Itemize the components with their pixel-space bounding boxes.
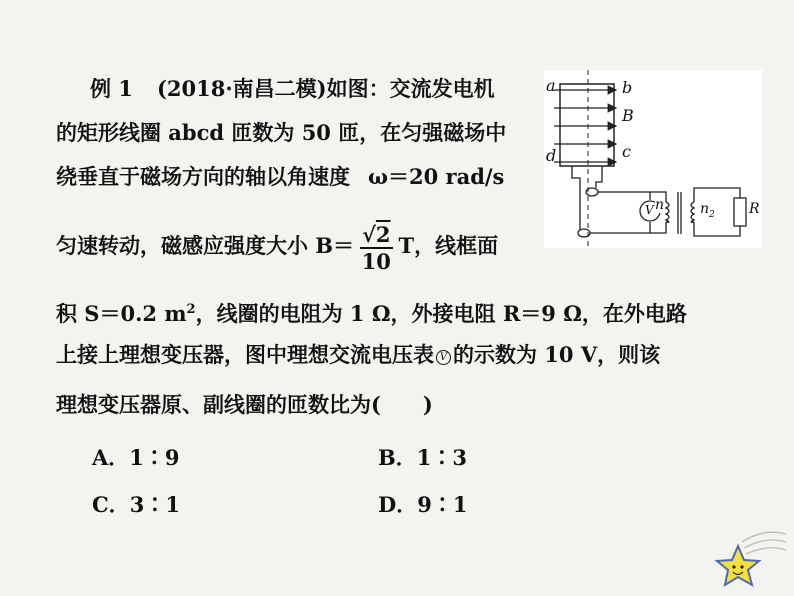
label-n1: n [655, 197, 665, 213]
problem-line-6: 上接上理想变压器，图中理想交流电压表 V 的示数为 10 V，则该 [56, 342, 661, 367]
generator-circuit-diagram [544, 70, 762, 248]
label-d: d [546, 146, 557, 165]
b-fraction: $\frac{√2}{10}$ [361, 221, 391, 274]
label-a: a [546, 76, 556, 95]
problem-line-3: 绕垂直于磁场方向的轴以角速度 ω＝20 rad/s [56, 164, 505, 189]
problem-line-7: 理想变压器原、副线圈的匝数比为( ) [56, 392, 433, 417]
option-c[interactable]: C．3∶1 [92, 492, 180, 517]
voltmeter-label: V [645, 203, 654, 217]
omega-value: ω＝20 rad/s [368, 164, 505, 189]
problem-line-2: 的矩形线圈 abcd 匝数为 50 匝，在匀强磁场中 [56, 120, 507, 145]
option-a[interactable]: A．1∶9 [92, 445, 180, 470]
problem-line-4: 匀速转动，磁感应强度大小 B＝ $\frac{√2}{10}$ T，线框面 [56, 221, 499, 274]
problem-line-1-text: 如图：交流发电机 [326, 76, 495, 101]
label-b: b [622, 78, 633, 97]
shooting-star-icon [714, 524, 788, 590]
option-b[interactable]: B．1∶3 [378, 445, 467, 470]
voltmeter-symbol-icon: V [436, 350, 451, 365]
label-r: R [749, 201, 760, 217]
problem-line-1 [90, 75, 495, 103]
source-label: (2018·南昌二模) [156, 76, 327, 101]
problem-line-5: 积 S＝0.2 $m^2$，线圈的电阻为 1 Ω，外接电阻 R＝9 Ω，在外电路 [56, 301, 687, 326]
label-n2: $n_2$ [700, 201, 715, 220]
label-c: c [622, 142, 631, 161]
option-d[interactable]: D．9∶1 [378, 492, 468, 517]
label-field-b: B [622, 106, 634, 125]
example-label: 例 1 [90, 76, 133, 101]
